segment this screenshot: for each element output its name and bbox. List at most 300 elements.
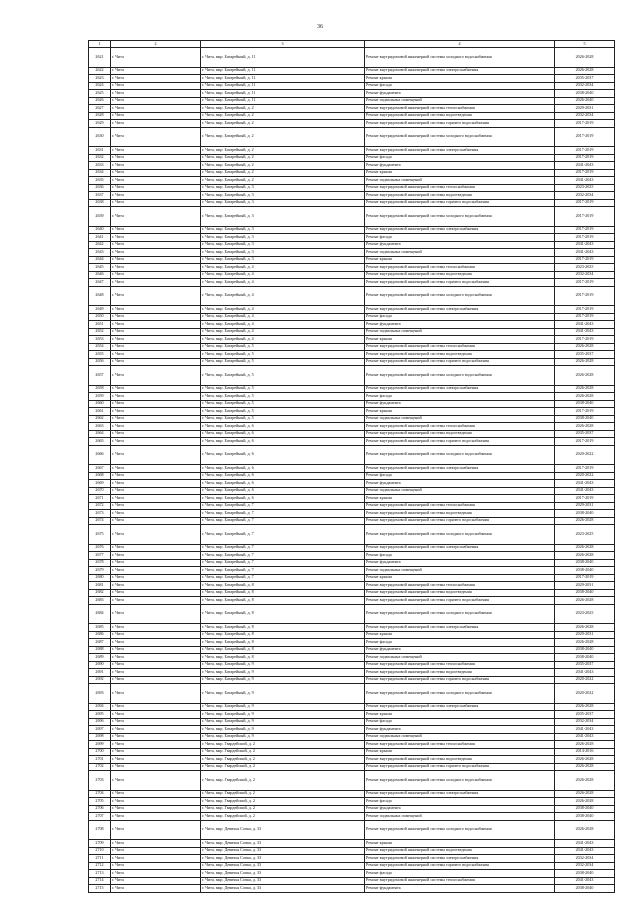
table-row xyxy=(89,684,615,704)
municipality: г. Чита xyxy=(111,234,201,242)
row-number: 2668 xyxy=(89,472,111,480)
table-row xyxy=(89,517,615,525)
row-number: 2671 xyxy=(89,495,111,503)
municipality: г. Чита xyxy=(111,711,201,719)
building-address: г. Чита, мкр. Батарейный, д. 5 xyxy=(201,343,365,351)
table-row xyxy=(89,669,615,677)
table-row xyxy=(89,67,615,75)
row-number: 2635 xyxy=(89,177,111,185)
work-type: Ремонт внутридомовой инженерной системы теплоснабжения xyxy=(365,741,555,749)
work-type: Ремонт внутридомовой инженерной системы холодного водоснабжения xyxy=(365,525,555,545)
table-row xyxy=(89,862,615,870)
table-row xyxy=(89,177,615,185)
work-type: Ремонт подвальных помещений xyxy=(365,487,555,495)
work-type: Ремонт внутридомовой инженерной системы электроснабжения xyxy=(365,624,555,632)
municipality: г. Чита xyxy=(111,249,201,257)
municipality: г. Чита xyxy=(111,771,201,791)
building-address: г. Чита, мкр. Батарейный, д. 6 xyxy=(201,487,365,495)
municipality: г. Чита xyxy=(111,748,201,756)
work-type: Ремонт фасада xyxy=(365,472,555,480)
building-address: г. Чита, мкр. Батарейный, д. 7 xyxy=(201,502,365,510)
row-number: 2658 xyxy=(89,385,111,393)
work-type: Ремонт внутридомовой инженерной системы горячего водоснабжения xyxy=(365,517,555,525)
planned-period: 2041-2043 xyxy=(555,328,615,336)
row-number: 2693 xyxy=(89,684,111,704)
municipality: г. Чита xyxy=(111,877,201,885)
planned-period: 2038-2040 xyxy=(555,510,615,518)
table-row xyxy=(89,805,615,813)
building-address: г. Чита, мкр. Батарейный, д. 2 xyxy=(201,120,365,128)
building-address: г. Чита, мкр. Батарейный, д. 8 xyxy=(201,631,365,639)
municipality: г. Чита xyxy=(111,321,201,329)
municipality: г. Чита xyxy=(111,400,201,408)
municipality: г. Чита xyxy=(111,805,201,813)
row-number: 2638 xyxy=(89,199,111,207)
work-type: Ремонт внутридомовой инженерной системы теплоснабжения xyxy=(365,105,555,113)
table-row xyxy=(89,525,615,545)
row-number: 2646 xyxy=(89,271,111,279)
row-number: 2623 xyxy=(89,75,111,83)
work-type: Ремонт крыши xyxy=(365,408,555,416)
building-address: г. Чита, мкр. Батарейный, д. 7 xyxy=(201,525,365,545)
table-row xyxy=(89,624,615,632)
work-type: Ремонт фундамента xyxy=(365,646,555,654)
municipality: г. Чита xyxy=(111,718,201,726)
table-row xyxy=(89,748,615,756)
row-number: 2666 xyxy=(89,445,111,465)
building-address: г. Чита, мкр. Батарейный, д. 9 xyxy=(201,718,365,726)
work-type: Ремонт внутридомовой инженерной системы водоотведения xyxy=(365,589,555,597)
building-address: г. Чита, мкр. Батарейный, д. 4 xyxy=(201,271,365,279)
municipality: г. Чита xyxy=(111,445,201,465)
row-number: 2661 xyxy=(89,408,111,416)
planned-period: 2026-2028 xyxy=(555,366,615,386)
building-address: г. Чита, мкр. Девичья Сопка, д. 33 xyxy=(201,885,365,893)
row-number: 2644 xyxy=(89,256,111,264)
building-address: г. Чита, мкр. Батарейный, д. 4 xyxy=(201,336,365,344)
municipality: г. Чита xyxy=(111,756,201,764)
building-address: г. Чита, мкр. Батарейный, д. 3 xyxy=(201,234,365,242)
building-address: г. Чита, мкр. Гвардейский, д. 2 xyxy=(201,741,365,749)
work-type: Ремонт подвальных помещений xyxy=(365,415,555,423)
building-address: г. Чита, мкр. Девичья Сопка, д. 33 xyxy=(201,870,365,878)
planned-period: 2017-2019 xyxy=(555,154,615,162)
municipality: г. Чита xyxy=(111,393,201,401)
municipality: г. Чита xyxy=(111,306,201,314)
building-address: г. Чита, мкр. Батарейный, д. 2 xyxy=(201,177,365,185)
table-row xyxy=(89,870,615,878)
table-row xyxy=(89,105,615,113)
work-type: Ремонт фундамента xyxy=(365,162,555,170)
planned-period: 2026-2028 xyxy=(555,798,615,806)
row-number: 2669 xyxy=(89,480,111,488)
planned-period: 2038-2040 xyxy=(555,870,615,878)
planned-period: 2020-2022 xyxy=(555,684,615,704)
building-address: г. Чита, мкр. Батарейный, д. 9 xyxy=(201,726,365,734)
table-row xyxy=(89,264,615,272)
row-number: 2673 xyxy=(89,510,111,518)
planned-period: 2038-2040 xyxy=(555,813,615,821)
work-type: Ремонт внутридомовой инженерной системы холодного водоснабжения xyxy=(365,445,555,465)
municipality: г. Чита xyxy=(111,517,201,525)
work-type: Ремонт внутридомовой инженерной системы холодного водоснабжения xyxy=(365,684,555,704)
planned-period: 2041-2043 xyxy=(555,726,615,734)
table-row xyxy=(89,343,615,351)
building-address: г. Чита, мкр. Батарейный, д. 6 xyxy=(201,472,365,480)
table-row xyxy=(89,703,615,711)
municipality: г. Чита xyxy=(111,147,201,155)
row-number: 2632 xyxy=(89,154,111,162)
row-number: 2649 xyxy=(89,306,111,314)
municipality: г. Чита xyxy=(111,624,201,632)
work-type: Ремонт внутридомовой инженерной системы водоотведения xyxy=(365,430,555,438)
planned-period: 2038-2040 xyxy=(555,646,615,654)
row-number: 2685 xyxy=(89,624,111,632)
work-type: Ремонт подвальных помещений xyxy=(365,249,555,257)
work-type: Ремонт фундамента xyxy=(365,885,555,893)
table-row xyxy=(89,423,615,431)
building-address: г. Чита, мкр. Батарейный, д. 6 xyxy=(201,495,365,503)
work-type: Ремонт крыши xyxy=(365,574,555,582)
work-type: Ремонт внутридомовой инженерной системы горячего водоснабжения xyxy=(365,279,555,287)
building-address: г. Чита, мкр. Батарейный, д. 4 xyxy=(201,279,365,287)
table-header xyxy=(89,41,615,48)
table-row xyxy=(89,192,615,200)
municipality: г. Чита xyxy=(111,567,201,575)
row-number: 2686 xyxy=(89,631,111,639)
planned-period: 2026-2028 xyxy=(555,552,615,560)
building-address: г. Чита, мкр. Гвардейский, д. 2 xyxy=(201,763,365,771)
row-number: 2675 xyxy=(89,525,111,545)
row-number: 2642 xyxy=(89,241,111,249)
building-address: г. Чита, мкр. Батарейный, д. 7 xyxy=(201,574,365,582)
building-address: г. Чита, мкр. Батарейный, д. 11 xyxy=(201,82,365,90)
municipality: г. Чита xyxy=(111,544,201,552)
planned-period: 2020-2022 xyxy=(555,676,615,684)
work-type: Ремонт внутридомовой инженерной системы водоотведения xyxy=(365,271,555,279)
building-address: г. Чита, мкр. Батарейный, д. 3 xyxy=(201,207,365,227)
table-row xyxy=(89,741,615,749)
planned-period: 2017-2019 xyxy=(555,495,615,503)
table-row xyxy=(89,184,615,192)
work-type: Ремонт фундамента xyxy=(365,321,555,329)
planned-period: 2017-2019 xyxy=(555,199,615,207)
building-address: г. Чита, мкр. Гвардейский, д. 2 xyxy=(201,798,365,806)
building-address: г. Чита, мкр. Батарейный, д. 3 xyxy=(201,256,365,264)
work-type: Ремонт внутридомовой инженерной системы электроснабжения xyxy=(365,855,555,863)
row-number: 2660 xyxy=(89,400,111,408)
work-type: Ремонт внутридомовой инженерной системы электроснабжения xyxy=(365,67,555,75)
table-row xyxy=(89,366,615,386)
building-address: г. Чита, мкр. Батарейный, д. 5 xyxy=(201,393,365,401)
municipality: г. Чита xyxy=(111,430,201,438)
row-number: 2647 xyxy=(89,279,111,287)
row-number: 2682 xyxy=(89,589,111,597)
planned-period: 2026-2028 xyxy=(555,597,615,605)
municipality: г. Чита xyxy=(111,408,201,416)
table-row xyxy=(89,763,615,771)
municipality: г. Чита xyxy=(111,105,201,113)
row-number: 2670 xyxy=(89,487,111,495)
municipality: г. Чита xyxy=(111,790,201,798)
building-address: г. Чита, мкр. Девичья Сопка, д. 33 xyxy=(201,840,365,848)
row-number: 2681 xyxy=(89,582,111,590)
building-address: г. Чита, мкр. Батарейный, д. 3 xyxy=(201,192,365,200)
municipality: г. Чита xyxy=(111,75,201,83)
work-type: Ремонт подвальных помещений xyxy=(365,567,555,575)
planned-period: 2026-2028 xyxy=(555,624,615,632)
header-row xyxy=(89,41,615,48)
work-type: Ремонт внутридомовой инженерной системы теплоснабжения xyxy=(365,502,555,510)
table-row xyxy=(89,279,615,287)
building-address: г. Чита, мкр. Батарейный, д. 8 xyxy=(201,639,365,647)
row-number: 2704 xyxy=(89,790,111,798)
planned-period: 2017-2019 xyxy=(555,408,615,416)
building-address: г. Чита, мкр. Батарейный, д. 5 xyxy=(201,408,365,416)
planned-period: 2038-2040 xyxy=(555,400,615,408)
building-address: г. Чита, мкр. Батарейный, д. 9 xyxy=(201,661,365,669)
planned-period: 2029-2031 xyxy=(555,582,615,590)
municipality: г. Чита xyxy=(111,480,201,488)
municipality: г. Чита xyxy=(111,676,201,684)
municipality: г. Чита xyxy=(111,112,201,120)
building-address: г. Чита, мкр. Батарейный, д. 5 xyxy=(201,366,365,386)
table-row xyxy=(89,120,615,128)
planned-period: 2032-2034 xyxy=(555,271,615,279)
planned-period: 2041-2043 xyxy=(555,487,615,495)
building-address: г. Чита, мкр. Батарейный, д. 2 xyxy=(201,127,365,147)
municipality: г. Чита xyxy=(111,343,201,351)
row-number: 2630 xyxy=(89,127,111,147)
repair-schedule-table xyxy=(88,40,615,893)
municipality: г. Чита xyxy=(111,855,201,863)
building-address: г. Чита, мкр. Батарейный, д. 11 xyxy=(201,48,365,68)
building-address: г. Чита, мкр. Батарейный, д. 11 xyxy=(201,97,365,105)
building-address: г. Чита, мкр. Батарейный, д. 7 xyxy=(201,559,365,567)
table-row xyxy=(89,661,615,669)
municipality: г. Чита xyxy=(111,646,201,654)
building-address: г. Чита, мкр. Батарейный, д. 2 xyxy=(201,169,365,177)
planned-period: 2017-2019 xyxy=(555,574,615,582)
building-address: г. Чита, мкр. Батарейный, д. 8 xyxy=(201,582,365,590)
planned-period: 2041-2043 xyxy=(555,321,615,329)
table-row xyxy=(89,400,615,408)
planned-period: 2017-2019 xyxy=(555,438,615,446)
row-number: 2665 xyxy=(89,438,111,446)
planned-period: 2017-2019 xyxy=(555,234,615,242)
work-type: Ремонт фасада xyxy=(365,718,555,726)
planned-period: 2038-2040 xyxy=(555,90,615,98)
work-type: Ремонт подвальных помещений xyxy=(365,177,555,185)
row-number: 2684 xyxy=(89,604,111,624)
table-row xyxy=(89,112,615,120)
table-row xyxy=(89,328,615,336)
row-number: 2697 xyxy=(89,726,111,734)
row-number: 2706 xyxy=(89,805,111,813)
municipality: г. Чита xyxy=(111,870,201,878)
table-row xyxy=(89,756,615,764)
building-address: г. Чита, мкр. Гвардейский, д. 2 xyxy=(201,756,365,764)
table-row xyxy=(89,351,615,359)
planned-period: 2035-2037 xyxy=(555,430,615,438)
work-type: Ремонт фундамента xyxy=(365,400,555,408)
table-row xyxy=(89,480,615,488)
work-type: Ремонт фундамента xyxy=(365,241,555,249)
municipality: г. Чита xyxy=(111,552,201,560)
building-address: г. Чита, мкр. Батарейный, д. 8 xyxy=(201,597,365,605)
planned-period: 2041-2043 xyxy=(555,480,615,488)
table-row xyxy=(89,336,615,344)
planned-period: 2026-2028 xyxy=(555,517,615,525)
municipality: г. Чита xyxy=(111,733,201,741)
row-number: 2683 xyxy=(89,597,111,605)
building-address: г. Чита, мкр. Батарейный, д. 2 xyxy=(201,147,365,155)
row-number: 2688 xyxy=(89,646,111,654)
municipality: г. Чита xyxy=(111,631,201,639)
municipality: г. Чита xyxy=(111,207,201,227)
work-type: Ремонт внутридомовой инженерной системы электроснабжения xyxy=(365,226,555,234)
table-row xyxy=(89,207,615,227)
building-address: г. Чита, мкр. Батарейный, д. 3 xyxy=(201,249,365,257)
planned-period: 2026-2028 xyxy=(555,343,615,351)
building-address: г. Чита, мкр. Батарейный, д. 7 xyxy=(201,517,365,525)
work-type: Ремонт внутридомовой инженерной системы теплоснабжения xyxy=(365,423,555,431)
municipality: г. Чита xyxy=(111,192,201,200)
table-row xyxy=(89,877,615,885)
municipality: г. Чита xyxy=(111,199,201,207)
row-number: 2621 xyxy=(89,48,111,68)
planned-period: 2017-2019 xyxy=(555,279,615,287)
municipality: г. Чита xyxy=(111,862,201,870)
municipality: г. Чита xyxy=(111,328,201,336)
row-number: 2639 xyxy=(89,207,111,227)
table-row xyxy=(89,90,615,98)
planned-period: 2023-2025 xyxy=(555,184,615,192)
header-col-4: 4 xyxy=(365,41,555,48)
building-address: г. Чита, мкр. Батарейный, д. 3 xyxy=(201,184,365,192)
table-row xyxy=(89,97,615,105)
work-type: Ремонт подвальных помещений xyxy=(365,328,555,336)
building-address: г. Чита, мкр. Батарейный, д. 6 xyxy=(201,423,365,431)
municipality: г. Чита xyxy=(111,48,201,68)
municipality: г. Чита xyxy=(111,741,201,749)
table-row xyxy=(89,855,615,863)
planned-period: 2041-2043 xyxy=(555,249,615,257)
building-address: г. Чита, мкр. Батарейный, д. 8 xyxy=(201,624,365,632)
building-address: г. Чита, мкр. Батарейный, д. 8 xyxy=(201,646,365,654)
work-type: Ремонт внутридомовой инженерной системы холодного водоснабжения xyxy=(365,366,555,386)
work-type: Ремонт крыши xyxy=(365,711,555,719)
municipality: г. Чита xyxy=(111,279,201,287)
table-row xyxy=(89,646,615,654)
planned-period: 2017-2019 xyxy=(555,256,615,264)
work-type: Ремонт внутридомовой инженерной системы водоотведения xyxy=(365,847,555,855)
planned-period: 2041-2043 xyxy=(555,840,615,848)
row-number: 2680 xyxy=(89,574,111,582)
municipality: г. Чита xyxy=(111,385,201,393)
planned-period: 2038-2040 xyxy=(555,589,615,597)
table-row xyxy=(89,798,615,806)
row-number: 2707 xyxy=(89,813,111,821)
planned-period: 2017-2019 xyxy=(555,169,615,177)
work-type: Ремонт фундамента xyxy=(365,480,555,488)
municipality: г. Чита xyxy=(111,82,201,90)
row-number: 2679 xyxy=(89,567,111,575)
municipality: г. Чита xyxy=(111,589,201,597)
building-address: г. Чита, мкр. Батарейный, д. 9 xyxy=(201,711,365,719)
table-row xyxy=(89,256,615,264)
municipality: г. Чита xyxy=(111,684,201,704)
work-type: Ремонт внутридомовой инженерной системы теплоснабжения xyxy=(365,582,555,590)
row-number: 2625 xyxy=(89,90,111,98)
table-row xyxy=(89,813,615,821)
row-number: 2676 xyxy=(89,544,111,552)
work-type: Ремонт крыши xyxy=(365,631,555,639)
table-row xyxy=(89,574,615,582)
work-type: Ремонт внутридомовой инженерной системы горячего водоснабжения xyxy=(365,763,555,771)
building-address: г. Чита, мкр. Батарейный, д. 9 xyxy=(201,669,365,677)
planned-period: 2017-2019 xyxy=(555,147,615,155)
planned-period: 2026-2028 xyxy=(555,703,615,711)
table-row xyxy=(89,385,615,393)
row-number: 2690 xyxy=(89,661,111,669)
planned-period: 2041-2043 xyxy=(555,877,615,885)
table-row xyxy=(89,654,615,662)
table-row xyxy=(89,48,615,68)
work-type: Ремонт фундамента xyxy=(365,90,555,98)
municipality: г. Чита xyxy=(111,286,201,306)
row-number: 2640 xyxy=(89,226,111,234)
planned-period: 2035-2037 xyxy=(555,711,615,719)
building-address: г. Чита, мкр. Батарейный, д. 11 xyxy=(201,75,365,83)
row-number: 2656 xyxy=(89,358,111,366)
municipality: г. Чита xyxy=(111,127,201,147)
row-number: 2702 xyxy=(89,763,111,771)
row-number: 2662 xyxy=(89,415,111,423)
municipality: г. Чита xyxy=(111,154,201,162)
planned-period: 2026-2028 xyxy=(555,385,615,393)
row-number: 2663 xyxy=(89,423,111,431)
building-address: г. Чита, мкр. Гвардейский, д. 2 xyxy=(201,805,365,813)
planned-period: 2041-2043 xyxy=(555,241,615,249)
building-address: г. Чита, мкр. Батарейный, д. 4 xyxy=(201,313,365,321)
work-type: Ремонт внутридомовой инженерной системы теплоснабжения xyxy=(365,661,555,669)
table-row xyxy=(89,445,615,465)
work-type: Ремонт внутридомовой инженерной системы горячего водоснабжения xyxy=(365,862,555,870)
row-number: 2696 xyxy=(89,718,111,726)
planned-period: 2038-2040 xyxy=(555,654,615,662)
municipality: г. Чита xyxy=(111,271,201,279)
planned-period: 2041-2043 xyxy=(555,162,615,170)
building-address: г. Чита, мкр. Девичья Сопка, д. 33 xyxy=(201,855,365,863)
planned-period: 2035-2037 xyxy=(555,75,615,83)
building-address: г. Чита, мкр. Батарейный, д. 5 xyxy=(201,400,365,408)
planned-period: 2041-2043 xyxy=(555,669,615,677)
building-address: г. Чита, мкр. Батарейный, д. 7 xyxy=(201,552,365,560)
building-address: г. Чита, мкр. Батарейный, д. 7 xyxy=(201,544,365,552)
row-number: 2652 xyxy=(89,328,111,336)
planned-period: 2023-2025 xyxy=(555,525,615,545)
planned-period: 2041-2043 xyxy=(555,733,615,741)
row-number: 2698 xyxy=(89,733,111,741)
municipality: г. Чита xyxy=(111,241,201,249)
table-row xyxy=(89,790,615,798)
header-col-1: 1 xyxy=(89,41,111,48)
planned-period: 2023-2025 xyxy=(555,264,615,272)
work-type: Ремонт фасада xyxy=(365,393,555,401)
row-number: 2634 xyxy=(89,169,111,177)
municipality: г. Чита xyxy=(111,358,201,366)
